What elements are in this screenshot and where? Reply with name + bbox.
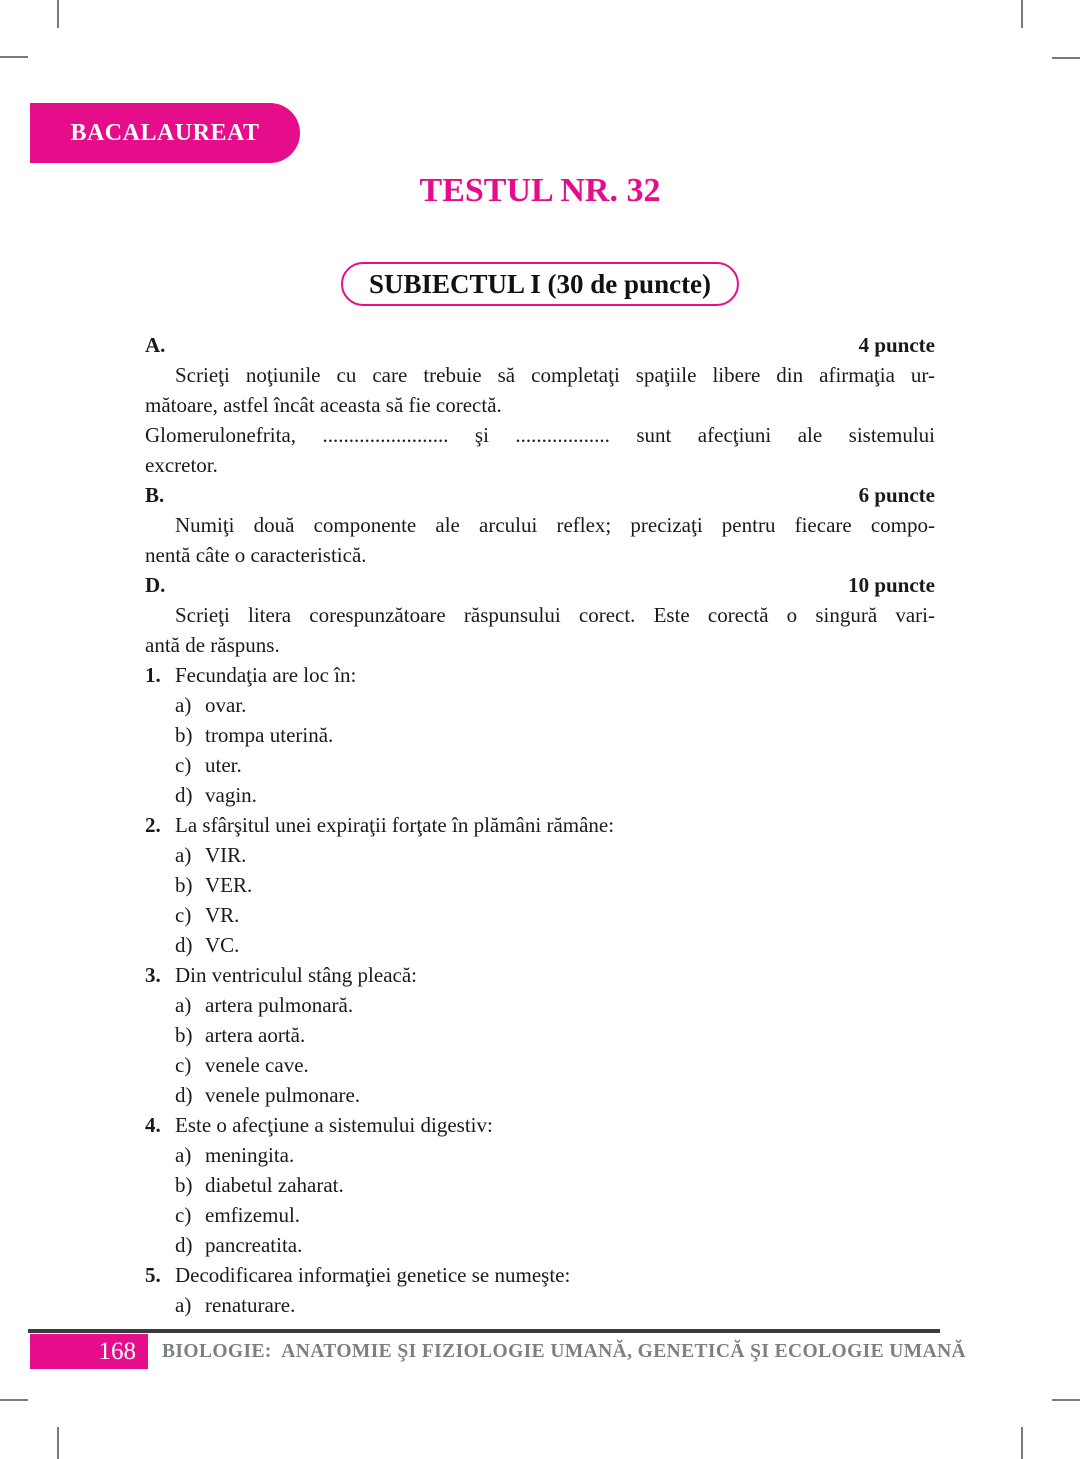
question-row <box>145 810 935 840</box>
option-letter: b) <box>175 1023 193 1047</box>
question-row <box>145 660 935 690</box>
section-label: D. <box>145 573 166 597</box>
exam-content <box>145 330 935 1320</box>
section-points: 4 puncte <box>858 333 935 357</box>
option-letter: d) <box>175 1083 193 1107</box>
paragraph-line: Scrieţi litera corespunzătoare răspunsului corect. Este corectă o singură vari- <box>175 603 935 627</box>
option-letter: d) <box>175 783 193 807</box>
option-letter: b) <box>175 1173 193 1197</box>
question-text: Decodificarea informaţiei genetice se numeşte: <box>175 1263 571 1287</box>
crop-mark-top-right-vertical <box>1021 0 1023 28</box>
section-heading <box>145 480 935 510</box>
section-heading <box>145 570 935 600</box>
option-row <box>145 750 935 780</box>
crop-mark-top-right-horizontal <box>1052 57 1080 59</box>
option-text: trompa uterină. <box>205 723 334 747</box>
question-number: 3. <box>145 963 161 987</box>
option-letter: c) <box>175 753 192 777</box>
option-row <box>145 1200 935 1230</box>
option-letter: c) <box>175 1053 192 1077</box>
question-text: Este o afecţiune a sistemului digestiv: <box>175 1113 493 1137</box>
option-row <box>145 690 935 720</box>
option-row <box>145 930 935 960</box>
section-points: 10 puncte <box>848 573 935 597</box>
option-row <box>145 1230 935 1260</box>
option-row <box>145 1140 935 1170</box>
option-letter: c) <box>175 903 192 927</box>
option-row <box>145 720 935 750</box>
paragraph-line: Scrieţi noţiunile cu care trebuie să completaţi spaţiile libere din afirmaţia ur- <box>175 363 935 387</box>
crop-mark-top-left-horizontal <box>0 56 28 58</box>
option-row <box>145 870 935 900</box>
option-text: renaturare. <box>205 1293 296 1317</box>
option-letter: a) <box>175 843 192 867</box>
subject-box: SUBIECTUL I (30 de puncte) <box>341 262 739 306</box>
option-text: artera aortă. <box>205 1023 306 1047</box>
option-row <box>145 990 935 1020</box>
option-row <box>145 1050 935 1080</box>
page-title: TESTUL NR. 32 <box>419 172 661 209</box>
option-row <box>145 780 935 810</box>
option-text: venele cave. <box>205 1053 309 1077</box>
option-letter: a) <box>175 1293 192 1317</box>
section-heading <box>145 330 935 360</box>
option-text: pancreatita. <box>205 1233 303 1257</box>
option-text: VR. <box>205 903 240 927</box>
question-text: Din ventriculul stâng pleacă: <box>175 963 418 987</box>
option-letter: b) <box>175 873 193 897</box>
crop-mark-bottom-left-vertical <box>57 1427 59 1459</box>
option-text: uter. <box>205 753 242 777</box>
option-text: meningita. <box>205 1143 295 1167</box>
paragraph-line: nentă câte o caracteristică. <box>145 543 367 567</box>
option-letter: c) <box>175 1203 192 1227</box>
option-text: VER. <box>205 873 253 897</box>
question-number: 4. <box>145 1113 161 1137</box>
option-letter: a) <box>175 993 192 1017</box>
paragraph-line: Glomerulonefrita, ........................ şi .................. sunt afecţiuni ale sistemului <box>145 423 935 447</box>
section-label: B. <box>145 483 165 507</box>
paragraph-line: mătoare, astfel încât aceasta să fie corectă. <box>145 393 502 417</box>
question-text: La sfârşitul unei expiraţii forţate în plămâni rămâne: <box>175 813 615 837</box>
footer-title: BIOLOGIE: ANATOMIE ŞI FIZIOLOGIE UMANĂ, GENETICĂ ŞI ECOLOGIE UMANĂ <box>162 1341 967 1362</box>
option-row <box>145 840 935 870</box>
crop-mark-bottom-right-vertical <box>1021 1427 1023 1459</box>
option-letter: d) <box>175 1233 193 1257</box>
question-number: 2. <box>145 813 161 837</box>
crop-mark-bottom-right-horizontal <box>1052 1399 1080 1401</box>
paragraph-line: antă de răspuns. <box>145 633 280 657</box>
question-text: Fecundaţia are loc în: <box>175 663 357 687</box>
option-letter: a) <box>175 1143 192 1167</box>
option-text: vagin. <box>205 783 257 807</box>
question-number: 5. <box>145 1263 161 1287</box>
option-row <box>145 1290 935 1320</box>
crop-mark-top-left-vertical <box>57 0 59 28</box>
footer-rule <box>28 1329 940 1333</box>
question-row <box>145 960 935 990</box>
bacalaureat-badge: BACALAUREAT <box>30 103 300 163</box>
option-text: venele pulmonare. <box>205 1083 361 1107</box>
section-label: A. <box>145 333 166 357</box>
crop-mark-bottom-left-horizontal <box>0 1399 28 1401</box>
option-letter: b) <box>175 723 193 747</box>
option-text: ovar. <box>205 693 247 717</box>
option-text: artera pulmonară. <box>205 993 354 1017</box>
option-text: diabetul zaharat. <box>205 1173 344 1197</box>
question-row <box>145 1110 935 1140</box>
paragraph-line: excretor. <box>145 453 218 477</box>
option-row <box>145 900 935 930</box>
option-row <box>145 1080 935 1110</box>
question-row <box>145 1260 935 1290</box>
option-row <box>145 1020 935 1050</box>
option-text: VIR. <box>205 843 247 867</box>
option-letter: d) <box>175 933 193 957</box>
question-number: 1. <box>145 663 161 687</box>
page-number-badge: 168 <box>30 1334 148 1369</box>
option-row <box>145 1170 935 1200</box>
option-text: VC. <box>205 933 240 957</box>
option-letter: a) <box>175 693 192 717</box>
paragraph-line: Numiţi două componente ale arcului reflex; precizaţi pentru fiecare compo- <box>175 513 935 537</box>
option-text: emfizemul. <box>205 1203 301 1227</box>
section-points: 6 puncte <box>858 483 935 507</box>
